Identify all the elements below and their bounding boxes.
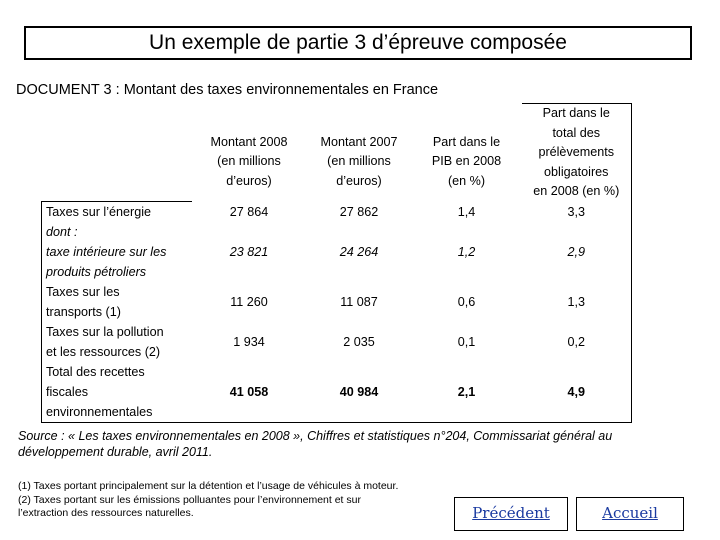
row-label-line: produits pétroliers (46, 265, 147, 279)
slide-title (24, 26, 692, 60)
cell: 27 862 (339, 204, 379, 219)
row-label-line: Taxes sur l’énergie (46, 205, 151, 219)
cell: 41 058 (192, 362, 307, 423)
header-part-prelevements (522, 104, 632, 202)
header-line: (en millions (327, 154, 391, 169)
header-line: Montant 2008 (210, 134, 288, 149)
row-label-line: dont : (46, 225, 78, 239)
header-line: Part dans le (432, 134, 501, 149)
cell: 11 087 (340, 295, 378, 309)
header-part-pib (412, 104, 522, 202)
row-label (42, 362, 192, 423)
document-heading: DOCUMENT 3 : Montant des taxes environnementales en France (16, 82, 439, 98)
cell: 40 984 (307, 362, 412, 423)
cell: 1,2 (457, 245, 476, 259)
source-line: Source : « Les taxes environnementales en 2008 », Chiffres et statistiques n°204, Commissariat général au (18, 429, 613, 443)
header-montant-2007 (307, 104, 412, 202)
previous-button[interactable]: Précédent (454, 497, 568, 531)
row-label-line: environnementales (46, 405, 153, 419)
row-label (42, 282, 192, 322)
cell: 1,3 (522, 282, 632, 322)
cell: 3,3 (522, 202, 632, 223)
header-line: (en millions (217, 154, 281, 169)
source-citation (18, 428, 718, 460)
row-label-line: fiscales (46, 385, 88, 399)
row-label-line: transports (1) (46, 305, 121, 319)
header-line: obligatoires (544, 164, 609, 179)
cell: 2,1 (412, 362, 522, 423)
header-line: en 2008 (en %) (533, 184, 620, 198)
cell: 1 934 (233, 335, 265, 349)
source-line: développement durable, avril 2011. (18, 445, 213, 459)
header-line: (en %) (447, 173, 486, 188)
header-line: Montant 2007 (320, 134, 398, 149)
header-line: Part dans le (542, 106, 610, 120)
row-label (42, 322, 192, 362)
table-row (42, 322, 632, 362)
cell: 23 821 (229, 245, 269, 259)
cell: 0,6 (457, 295, 476, 309)
row-label-line: et les ressources (2) (46, 345, 161, 359)
cell: 2,9 (522, 222, 632, 282)
cell: 4,9 (522, 362, 632, 423)
header-line: prélèvements (538, 145, 615, 159)
home-button[interactable]: Accueil (576, 497, 684, 531)
header-line: PIB en 2008 (431, 154, 502, 169)
cell: 11 260 (230, 295, 268, 309)
footnote-line: (1) Taxes portant principalement sur la détention et l’usage de véhicules à moteur. (18, 480, 399, 492)
table-row (42, 222, 632, 282)
footnote-line: (2) Taxes portant sur les émissions polluantes pour l’environnement et sur (18, 493, 361, 506)
cell: 2 035 (343, 335, 375, 349)
footnote-line: l’extraction des ressources naturelles. (18, 507, 194, 519)
row-label-line: Taxes sur les (46, 285, 120, 299)
footnotes (18, 480, 438, 521)
cell: 0,2 (522, 322, 632, 362)
cell: 27 864 (229, 204, 269, 219)
cell: 0,1 (457, 335, 476, 349)
row-label (42, 222, 192, 282)
header-corner (42, 104, 192, 202)
table-row (42, 362, 632, 423)
cell: 1,4 (457, 204, 476, 219)
header-line: d’euros) (226, 173, 272, 188)
header-line: total des (552, 125, 601, 140)
table-header-row (42, 104, 632, 202)
table-row (42, 202, 632, 223)
row-label (42, 202, 192, 223)
tax-table (41, 103, 632, 423)
cell: 24 264 (339, 245, 379, 259)
header-montant-2008 (192, 104, 307, 202)
slide-title-text: Un exemple de partie 3 d’épreuve composée (149, 31, 567, 54)
row-label-line: Total des recettes (46, 365, 145, 379)
row-label-line: taxe intérieure sur les (46, 245, 167, 259)
row-label-line: Taxes sur la pollution (46, 325, 164, 339)
table-row (42, 282, 632, 322)
header-line: d’euros) (336, 173, 382, 188)
